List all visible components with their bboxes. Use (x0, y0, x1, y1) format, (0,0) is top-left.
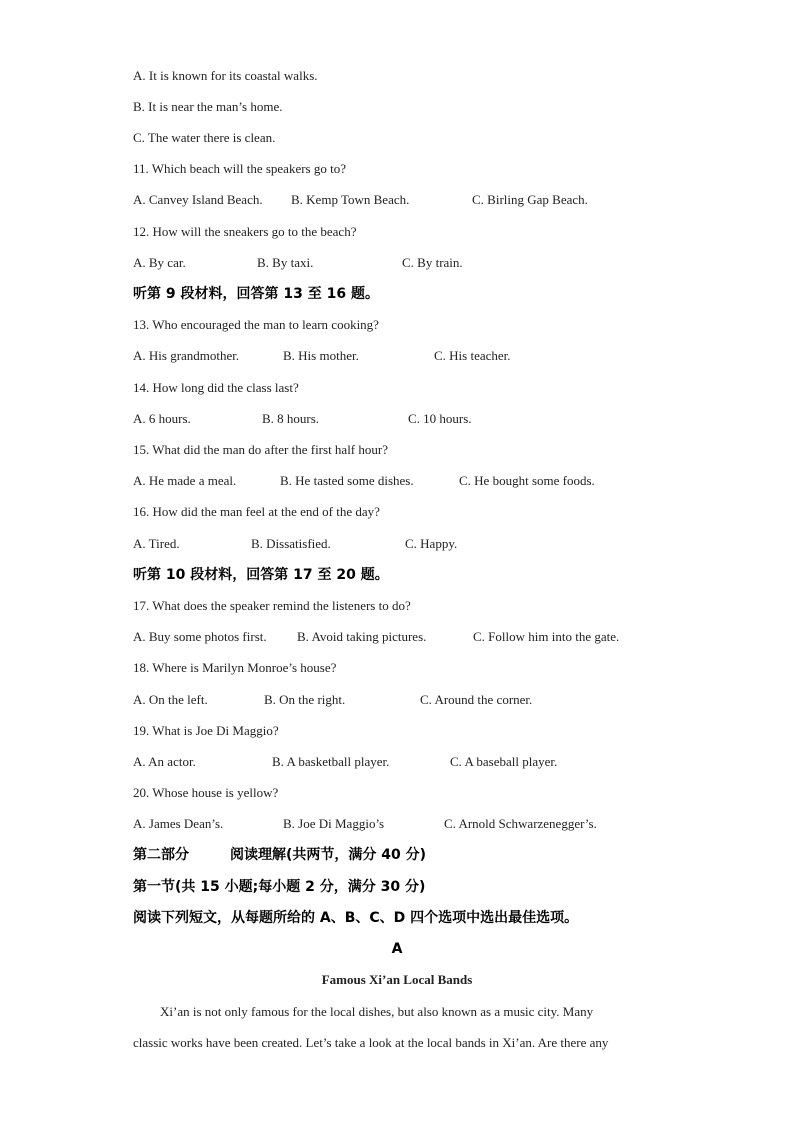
option-16c: C. Happy. (405, 536, 458, 551)
option-13a: A. His grandmother. (133, 348, 240, 363)
option-16b: B. Dissatisfied. (251, 536, 331, 551)
option-14c: C. 10 hours. (408, 411, 472, 426)
option-14a: A. 6 hours. (133, 411, 191, 426)
option-18b: B. On the right. (264, 692, 346, 707)
option-16a: A. Tired. (133, 536, 180, 551)
question-11: 11. Which beach will the speakers go to? (133, 161, 346, 176)
option-13c: C. His teacher. (434, 348, 511, 363)
option-18a: A. On the left. (133, 692, 208, 707)
option-15b: B. He tasted some dishes. (280, 473, 414, 488)
option-20a: A. James Dean’s. (133, 816, 224, 831)
question-12: 12. How will the sneakers go to the beach? (133, 224, 357, 239)
option-12c: C. By train. (402, 255, 463, 270)
passage-line-1: Xi’an is not only famous for the local dishes, but also known as a music city. Many (160, 1004, 594, 1019)
option-18c: C. Around the corner. (420, 692, 533, 707)
part-2-title: 阅读理解(共两节，满分 40 分) (230, 847, 427, 863)
passage-title: Famous Xi’an Local Bands (321, 972, 473, 987)
option-13b: B. His mother. (283, 348, 359, 363)
passage-letter: A (391, 941, 403, 957)
option-19b: B. A basketball player. (272, 754, 390, 769)
option-17c: C. Follow him into the gate. (473, 629, 620, 644)
question-15: 15. What did the man do after the first half hour? (133, 442, 388, 457)
question-16: 16. How did the man feel at the end of the day? (133, 504, 380, 519)
option-20b: B. Joe Di Maggio’s (283, 816, 385, 831)
option-10c: C. The water there is clean. (133, 130, 276, 145)
question-20: 20. Whose house is yellow? (133, 785, 279, 800)
option-11c: C. Birling Gap Beach. (472, 192, 588, 207)
option-12b: B. By taxi. (257, 255, 314, 270)
question-19: 19. What is Joe Di Maggio? (133, 723, 279, 738)
option-11b: B. Kemp Town Beach. (291, 192, 410, 207)
section-9-heading: 听第 9 段材料，回答第 13 至 16 题。 (133, 286, 379, 302)
option-19c: C. A baseball player. (450, 754, 558, 769)
question-18: 18. Where is Marilyn Monroe’s house? (133, 660, 337, 675)
part-2-label: 第二部分 (133, 847, 189, 863)
question-13: 13. Who encouraged the man to learn cooking? (133, 317, 379, 332)
option-17b: B. Avoid taking pictures. (297, 629, 427, 644)
option-19a: A. An actor. (133, 754, 196, 769)
passage-line-2: classic works have been created. Let’s take a look at the local bands in Xi’an. Are there any (133, 1035, 609, 1050)
question-14: 14. How long did the class last? (133, 380, 299, 395)
option-17a: A. Buy some photos first. (133, 629, 267, 644)
option-10a: A. It is known for its coastal walks. (133, 68, 318, 83)
option-10b: B. It is near the man’s home. (133, 99, 283, 114)
reading-instruction: 阅读下列短文，从每题所给的 A、B、C、D 四个选项中选出最佳选项。 (133, 910, 579, 926)
option-15c: C. He bought some foods. (459, 473, 595, 488)
section-1-heading: 第一节(共 15 小题;每小题 2 分，满分 30 分) (133, 879, 426, 895)
option-14b: B. 8 hours. (262, 411, 320, 426)
option-20c: C. Arnold Schwarzenegger’s. (444, 816, 597, 831)
option-11a: A. Canvey Island Beach. (133, 192, 263, 207)
question-17: 17. What does the speaker remind the listeners to do? (133, 598, 411, 613)
option-15a: A. He made a meal. (133, 473, 237, 488)
section-10-heading: 听第 10 段材料，回答第 17 至 20 题。 (133, 567, 389, 583)
option-12a: A. By car. (133, 255, 186, 270)
